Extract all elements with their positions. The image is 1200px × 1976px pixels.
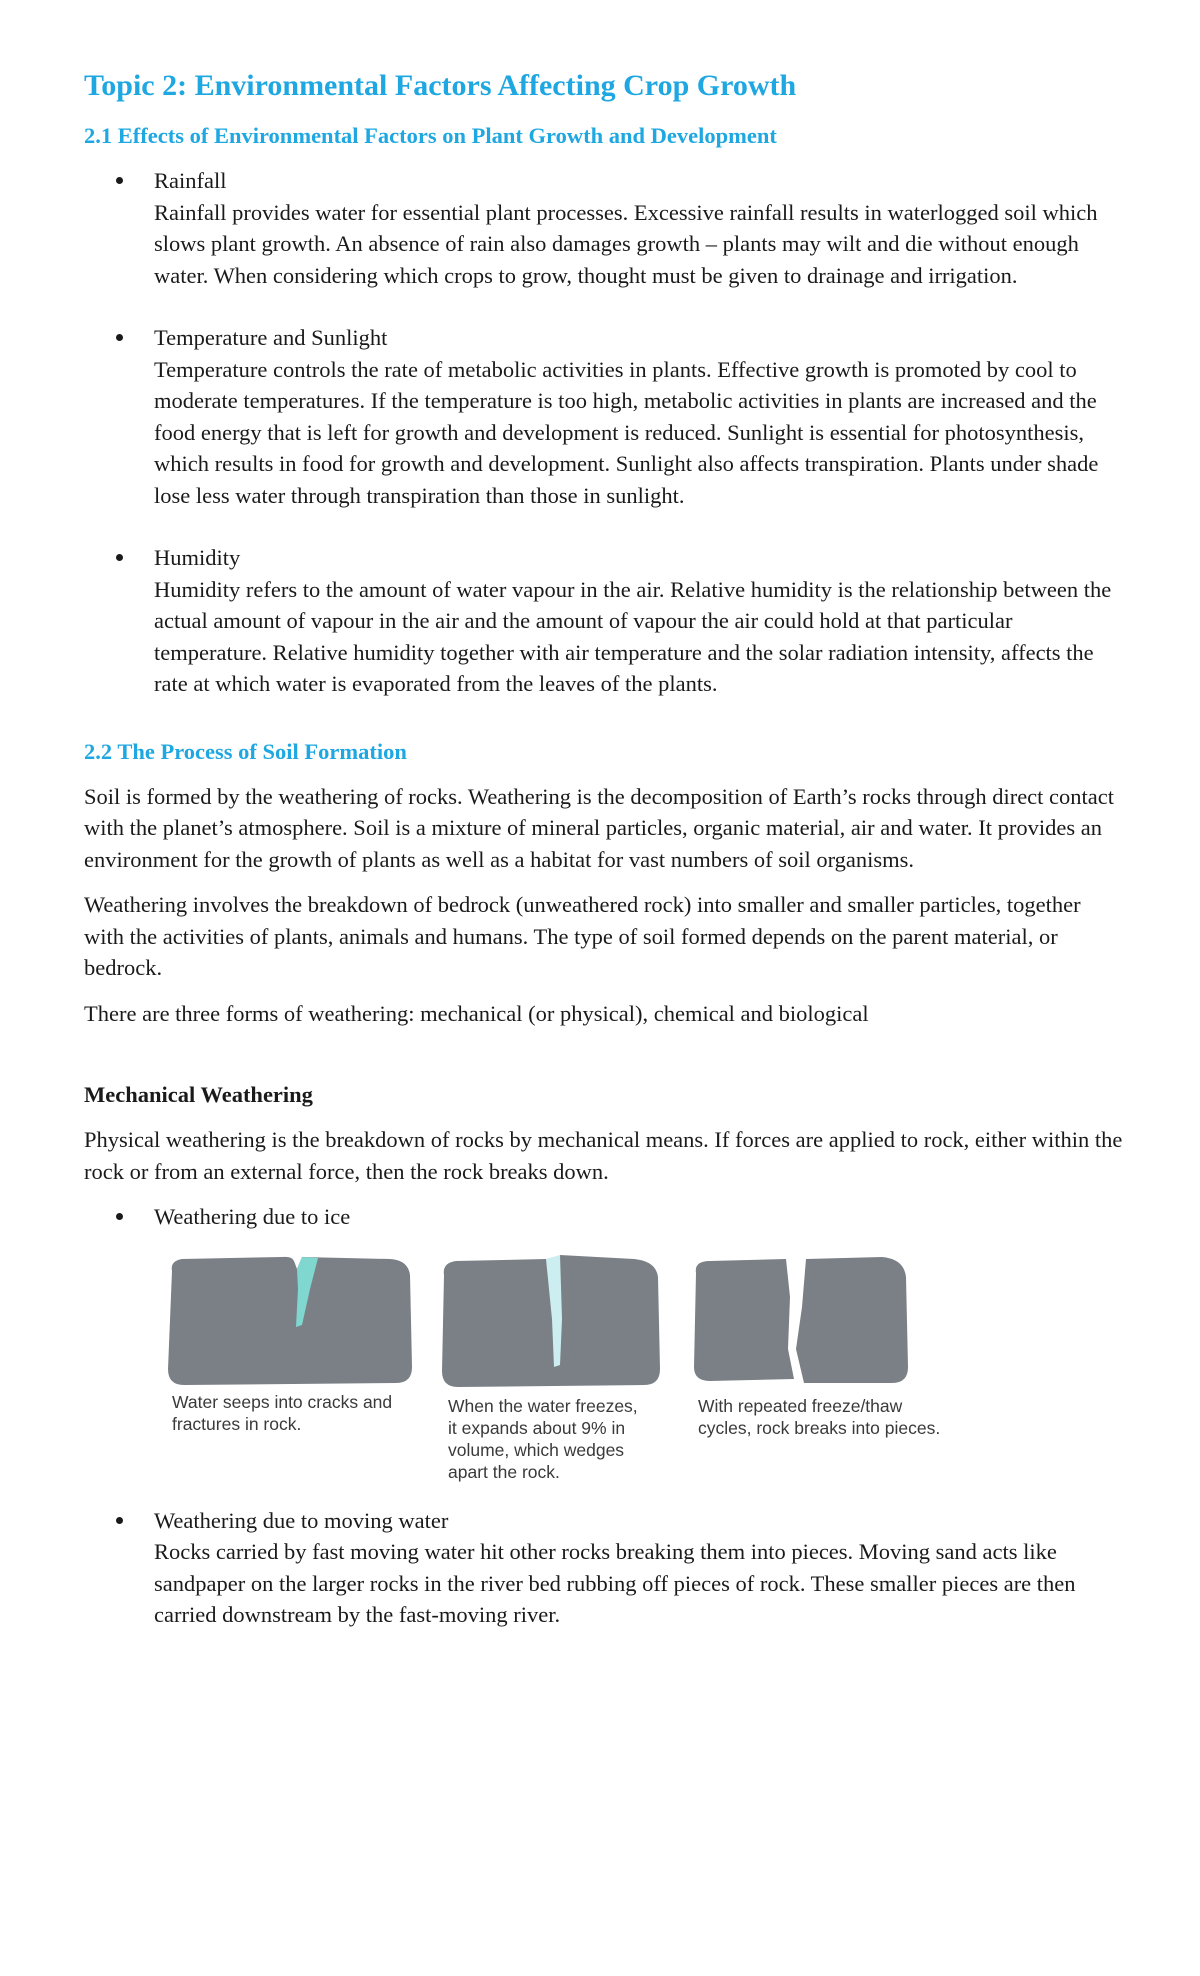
paragraph: Physical weathering is the breakdown of rocks by mechanical means. If forces are applied to rock, either within the rock or from an external force, then the rock breaks down. (84, 1127, 1123, 1184)
page-title: Topic 2: Environmental Factors Affecting Crop Growth (84, 69, 797, 102)
bullet-text: Rocks carried by fast moving water hit other rocks breaking them into pieces. Moving sand acts like sandpaper on the larger rocks in the river bed rubbing off pieces of rock. These smaller pieces are then carried downstream by the fast-moving river. (154, 1539, 1076, 1627)
bullet-title: Rainfall (154, 168, 227, 193)
bullet-icon (116, 334, 123, 341)
bullet-title: Humidity (154, 545, 241, 570)
section-2-1-heading: 2.1 Effects of Environmental Factors on Plant Growth and Development (84, 123, 777, 148)
bullet-weathering-ice (84, 1201, 1124, 1233)
bullet-text: Temperature controls the rate of metabolic activities in plants. Effective growth is promoted by cool to moderate temperatures. If the temperature is too high, metabolic activities in plants are increased and the food energy that is left for growth and development is reduced. Sunlight is essential for photosynthesis, which results in food for growth and development. Sunlight also affects transpiration. Plants under shade lose less water through transpiration than those in sunlight. (154, 356, 1099, 508)
figure-caption: Water seeps into cracks and fractures in rock. (172, 1391, 393, 1434)
freeze-thaw-figure (162, 1249, 992, 1485)
mechanical-weathering-heading: Mechanical Weathering (84, 1082, 313, 1107)
bullet-temperature-sunlight (84, 322, 1124, 511)
paragraph: Weathering involves the breakdown of bedrock (unweathered rock) into smaller and smaller particles, together with the activities of plants, animals and humans. The type of soil formed depends on the parent material, or bedrock. (84, 892, 1081, 980)
bullet-text: Humidity refers to the amount of water vapour in the air. Relative humidity is the relationship between the actual amount of vapour in the air and the amount of vapour the air could hold at that particular temperature. Relative humidity together with air temperature and the solar radiation intensity, affects the rate at which water is evaporated from the leaves of the plants. (154, 576, 1112, 696)
figure-caption: With repeated freeze/thaw cycles, rock breaks into pieces. (698, 1395, 941, 1438)
bullet-weathering-water (84, 1505, 1124, 1631)
paragraph: There are three forms of weathering: mechanical (or physical), chemical and biological (84, 1000, 869, 1026)
freeze-thaw-diagram (162, 1249, 992, 1409)
bullet-title: Weathering due to ice (154, 1204, 351, 1229)
figure-caption: When the water freezes, it expands about 9% in volume, which wedges apart the rock. (448, 1395, 638, 1482)
bullet-icon (116, 177, 123, 184)
paragraph: Soil is formed by the weathering of rocks. Weathering is the decomposition of Earth’s rocks through direct contact with the planet’s atmosphere. Soil is a mixture of mineral particles, organic material, air and water. It provides an environment for the growth of plants as well as a habitat for vast numbers of soil organisms. (84, 783, 1115, 872)
bullet-icon (116, 554, 123, 561)
bullet-title: Weathering due to moving water (154, 1507, 449, 1533)
section-2-2-heading: 2.2 The Process of Soil Formation (84, 738, 407, 764)
bullet-title: Temperature and Sunlight (154, 325, 388, 350)
bullet-humidity (84, 542, 1124, 700)
bullet-icon (116, 1213, 123, 1220)
bullet-icon (116, 1517, 123, 1524)
rock-shape (168, 1256, 412, 1384)
document-page (84, 66, 1124, 1631)
rock-piece-right (796, 1257, 908, 1383)
rock-piece-left (694, 1259, 794, 1381)
bullet-rainfall (84, 165, 1124, 291)
bullet-text: Rainfall provides water for essential plant processes. Excessive rainfall results in waterlogged soil which slows plant growth. An absence of rain also damages growth – plants may wilt and die without enough water. When considering which crops to grow, thought must be given to drainage and irrigation. (154, 199, 1098, 288)
